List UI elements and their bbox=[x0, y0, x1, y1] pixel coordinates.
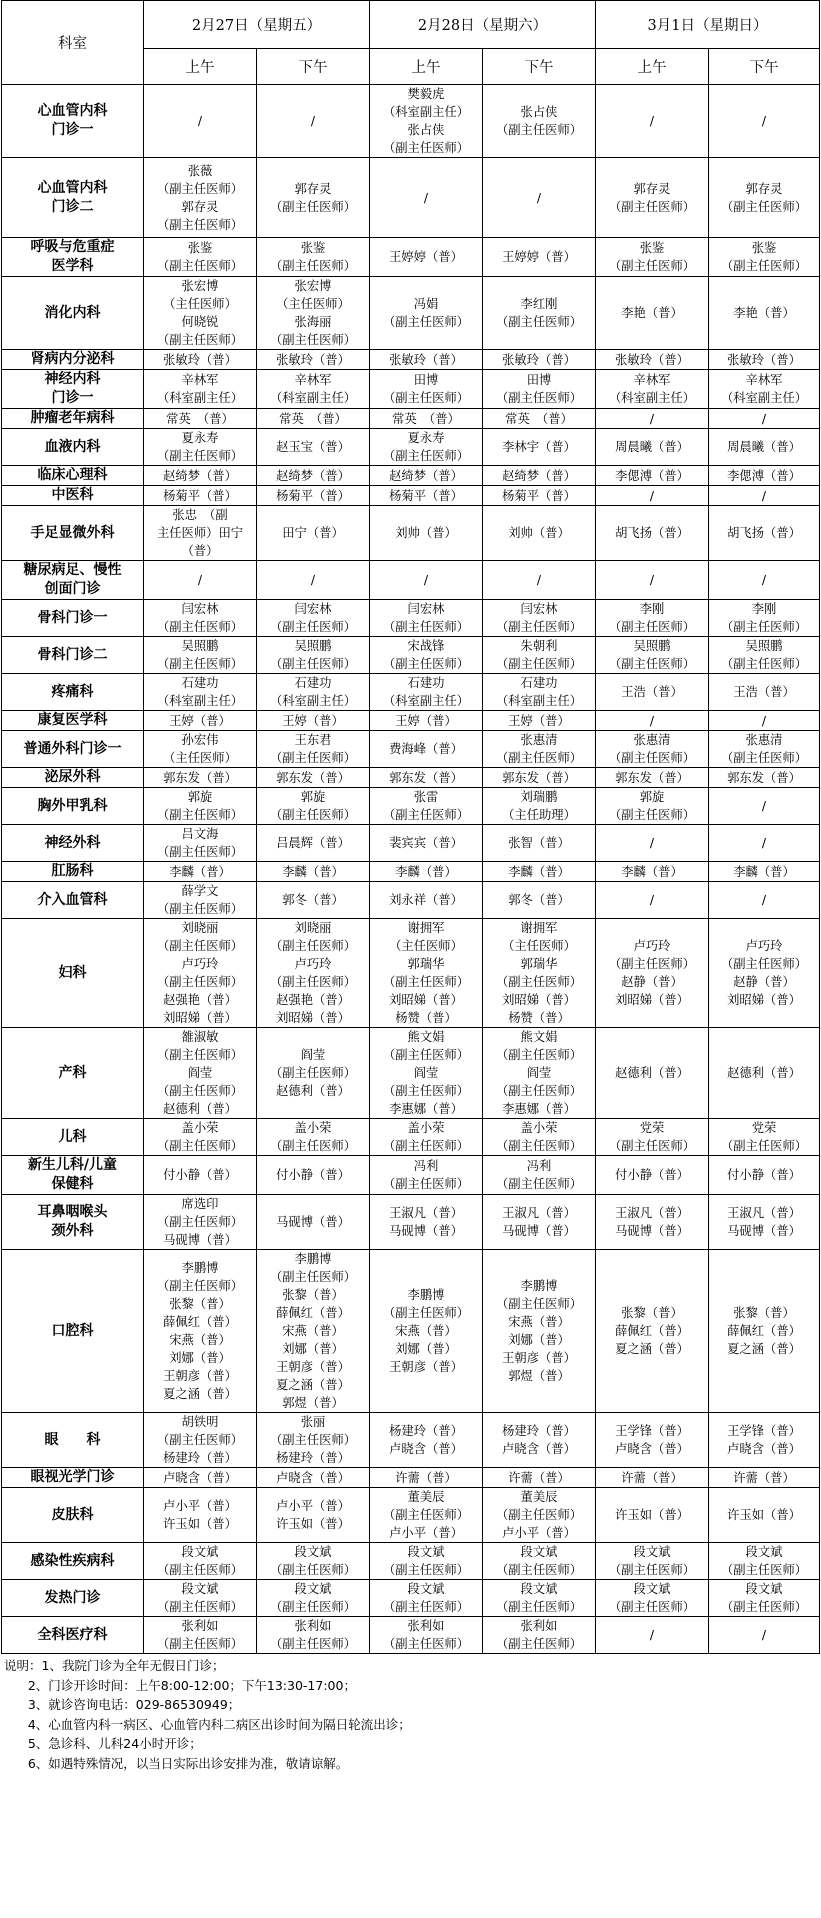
schedule-cell: / bbox=[709, 788, 820, 825]
schedule-cell: 付小静（普） bbox=[709, 1156, 820, 1195]
table-row bbox=[2, 1580, 820, 1617]
schedule-cell: 闫宏林 （副主任医师） bbox=[257, 600, 370, 637]
schedule-cell: 石建功 （科室副主任） bbox=[483, 674, 596, 711]
dept-name: 介入血管科 bbox=[2, 882, 144, 919]
schedule-cell: 孙宏伟 （主任医师） bbox=[144, 731, 257, 768]
schedule-cell: 郭旋 （副主任医师） bbox=[596, 788, 709, 825]
schedule-cell: 郭冬（普） bbox=[483, 882, 596, 919]
table-row bbox=[2, 277, 820, 350]
schedule-cell: 张鉴 （副主任医师） bbox=[257, 238, 370, 277]
table-row bbox=[2, 862, 820, 882]
schedule-cell: 张敏玲（普） bbox=[709, 350, 820, 370]
dept-name: 新生儿科/儿童 保健科 bbox=[2, 1156, 144, 1195]
table-row bbox=[2, 731, 820, 768]
slot-header: 下午 bbox=[257, 49, 370, 85]
schedule-cell: 辛林军 （科室副主任） bbox=[596, 370, 709, 409]
schedule-cell: 石建功 （科室副主任） bbox=[370, 674, 483, 711]
dept-name: 产科 bbox=[2, 1028, 144, 1119]
schedule-cell: 夏永寿 （副主任医师） bbox=[370, 429, 483, 466]
schedule-cell: 辛林军 （科室副主任） bbox=[144, 370, 257, 409]
dept-name: 神经内科 门诊一 bbox=[2, 370, 144, 409]
schedule-cell: 谢拥军 （主任医师） 郭瑞华 （副主任医师） 刘昭娣（普） 杨赞（普） bbox=[483, 919, 596, 1028]
schedule-cell: 赵德利（普） bbox=[709, 1028, 820, 1119]
schedule-cell: 石建功 （科室副主任） bbox=[144, 674, 257, 711]
dept-name: 胸外甲乳科 bbox=[2, 788, 144, 825]
schedule-cell: 杨菊平（普） bbox=[257, 486, 370, 506]
table-row bbox=[2, 788, 820, 825]
note-line: 2、门诊开诊时间：上午8:00-12:00；下午13:30-17:00； bbox=[4, 1677, 356, 1693]
schedule-cell: 卢晓含（普） bbox=[144, 1468, 257, 1488]
schedule-cell: 卢巧玲 （副主任医师） 赵静（普） 刘昭娣（普） bbox=[709, 919, 820, 1028]
dept-name: 消化内科 bbox=[2, 277, 144, 350]
dept-name: 糖尿病足、慢性 创面门诊 bbox=[2, 561, 144, 600]
schedule-cell: 赵绮梦（普） bbox=[144, 466, 257, 486]
schedule-cell: 卢小平（普） 许玉如（普） bbox=[144, 1488, 257, 1543]
table-row bbox=[2, 882, 820, 919]
table-row bbox=[2, 506, 820, 561]
dept-name: 心血管内科 门诊一 bbox=[2, 85, 144, 158]
schedule-cell: 盖小荣 （副主任医师） bbox=[483, 1119, 596, 1156]
schedule-cell: 郭旋 （副主任医师） bbox=[257, 788, 370, 825]
schedule-cell: 段文斌 （副主任医师） bbox=[257, 1543, 370, 1580]
schedule-cell: 段文斌 （副主任医师） bbox=[370, 1543, 483, 1580]
schedule-cell: 王婷婷（普） bbox=[370, 238, 483, 277]
schedule-cell: 段文斌 （副主任医师） bbox=[596, 1543, 709, 1580]
schedule-cell: 赵玉宝（普） bbox=[257, 429, 370, 466]
schedule-cell: 张黎（普） 薛佩红（普） 夏之涵（普） bbox=[709, 1250, 820, 1413]
schedule-cell: 闫宏林 （副主任医师） bbox=[483, 600, 596, 637]
table-row bbox=[2, 768, 820, 788]
schedule-cell: / bbox=[370, 158, 483, 238]
table-row bbox=[2, 1488, 820, 1543]
schedule-cell: 盖小荣 （副主任医师） bbox=[144, 1119, 257, 1156]
schedule-cell: 张智（普） bbox=[483, 825, 596, 862]
schedule-cell: 张敏玲（普） bbox=[257, 350, 370, 370]
table-row bbox=[2, 561, 820, 600]
schedule-cell: 吕晨辉（普） bbox=[257, 825, 370, 862]
note-line: 3、就诊咨询电话：029-86530949； bbox=[4, 1697, 241, 1712]
schedule-cell: 樊毅虎 （科室副主任） 张占侠 （副主任医师） bbox=[370, 85, 483, 158]
table-row bbox=[2, 1250, 820, 1413]
schedule-cell: 郭旋 （副主任医师） bbox=[144, 788, 257, 825]
schedule-cell: 郭东发（普） bbox=[370, 768, 483, 788]
schedule-cell: 常英 （普） bbox=[257, 409, 370, 429]
schedule-cell: 李鹏博 （副主任医师） 宋燕（普） 刘娜（普） 王朝彦（普） 郭煜（普） bbox=[483, 1250, 596, 1413]
dept-name: 肛肠科 bbox=[2, 862, 144, 882]
schedule-cell: / bbox=[596, 711, 709, 731]
schedule-cell: 雒淑敏 （副主任医师） 阎莹 （副主任医师） 赵德利（普） bbox=[144, 1028, 257, 1119]
schedule-cell: 张宏博 （主任医师） 张海丽 （副主任医师） bbox=[257, 277, 370, 350]
dept-name: 骨科门诊一 bbox=[2, 600, 144, 637]
schedule-cell: 熊文娟 （副主任医师） 阎莹 （副主任医师） 李惠娜（普） bbox=[370, 1028, 483, 1119]
schedule-cell: 张丽 （副主任医师） 杨建玲（普） bbox=[257, 1413, 370, 1468]
table-row bbox=[2, 370, 820, 409]
schedule-cell: 刘晓丽 （副主任医师） 卢巧玲 （副主任医师） 赵强艳（普） 刘昭娣（普） bbox=[144, 919, 257, 1028]
table-row bbox=[2, 486, 820, 506]
table-row bbox=[2, 158, 820, 238]
schedule-cell: 辛林军 （科室副主任） bbox=[709, 370, 820, 409]
schedule-cell: 张敏玲（普） bbox=[596, 350, 709, 370]
dept-name: 耳鼻咽喉头 颈外科 bbox=[2, 1195, 144, 1250]
schedule-cell: 张敏玲（普） bbox=[144, 350, 257, 370]
schedule-cell: 李鹏博 （副主任医师） 张黎（普） 薛佩红（普） 宋燕（普） 刘娜（普） 王朝彦（普） 夏之涵（普） bbox=[144, 1250, 257, 1413]
schedule-cell: 杨建玲（普） 卢晓含（普） bbox=[370, 1413, 483, 1468]
schedule-cell: 李艳（普） bbox=[709, 277, 820, 350]
schedule-cell: 谢拥军 （主任医师） 郭瑞华 （副主任医师） 刘昭娣（普） 杨赞（普） bbox=[370, 919, 483, 1028]
schedule-cell: 常英 （普） bbox=[144, 409, 257, 429]
schedule-cell: 田博 （副主任医师） bbox=[483, 370, 596, 409]
dept-name: 口腔科 bbox=[2, 1250, 144, 1413]
dept-name: 普通外科门诊一 bbox=[2, 731, 144, 768]
dept-name: 眼 科 bbox=[2, 1413, 144, 1468]
dept-name: 妇科 bbox=[2, 919, 144, 1028]
schedule-cell: 段文斌 （副主任医师） bbox=[709, 1580, 820, 1617]
notes bbox=[0, 1654, 821, 1773]
schedule-cell: 薛学文 （副主任医师） bbox=[144, 882, 257, 919]
schedule-cell: 刘帅（普） bbox=[483, 506, 596, 561]
schedule-cell: 郭东发（普） bbox=[483, 768, 596, 788]
schedule-cell: 王淑凡（普） 马砚博（普） bbox=[709, 1195, 820, 1250]
schedule-cell: 胡铁明 （副主任医师） 杨建玲（普） bbox=[144, 1413, 257, 1468]
table-row bbox=[2, 1617, 820, 1654]
dept-name: 感染性疾病科 bbox=[2, 1543, 144, 1580]
table-row bbox=[2, 350, 820, 370]
schedule-cell: 杨建玲（普） 卢晓含（普） bbox=[483, 1413, 596, 1468]
schedule-cell: 郭存灵 （副主任医师） bbox=[257, 158, 370, 238]
schedule-cell: 赵德利（普） bbox=[596, 1028, 709, 1119]
schedule-cell: 王浩（普） bbox=[596, 674, 709, 711]
table-row bbox=[2, 1028, 820, 1119]
schedule-cell: 吴照鹏 （副主任医师） bbox=[257, 637, 370, 674]
table-row bbox=[2, 1119, 820, 1156]
schedule-cell: 胡飞扬（普） bbox=[709, 506, 820, 561]
schedule-cell: 杨菊平（普） bbox=[370, 486, 483, 506]
schedule-cell: 王婷（普） bbox=[257, 711, 370, 731]
schedule-cell: 王婷婷（普） bbox=[483, 238, 596, 277]
schedule-cell: 张敏玲（普） bbox=[370, 350, 483, 370]
schedule-cell: 李刚 （副主任医师） bbox=[596, 600, 709, 637]
schedule-cell: 冯利 （副主任医师） bbox=[370, 1156, 483, 1195]
schedule-cell: 费海峰（普） bbox=[370, 731, 483, 768]
dept-name: 中医科 bbox=[2, 486, 144, 506]
schedule-cell: / bbox=[144, 561, 257, 600]
schedule-cell: 党荣 （副主任医师） bbox=[709, 1119, 820, 1156]
schedule-cell: 张惠清 （副主任医师） bbox=[596, 731, 709, 768]
dept-name: 泌尿外科 bbox=[2, 768, 144, 788]
schedule-cell: 段文斌 （副主任医师） bbox=[144, 1543, 257, 1580]
schedule-cell: 席选印 （副主任医师） 马砚博（普） bbox=[144, 1195, 257, 1250]
table-row bbox=[2, 674, 820, 711]
schedule-cell: 李林宇（普） bbox=[483, 429, 596, 466]
schedule-cell: 田博 （副主任医师） bbox=[370, 370, 483, 409]
schedule-cell: 卢巧玲 （副主任医师） 赵静（普） 刘昭娣（普） bbox=[596, 919, 709, 1028]
schedule-cell: / bbox=[596, 85, 709, 158]
schedule-cell: 郭冬（普） bbox=[257, 882, 370, 919]
table-row bbox=[2, 85, 820, 158]
schedule-cell: / bbox=[709, 85, 820, 158]
schedule-cell: 王婷（普） bbox=[370, 711, 483, 731]
schedule-cell: 许薷（普） bbox=[596, 1468, 709, 1488]
schedule-cell: 吕文海 （副主任医师） bbox=[144, 825, 257, 862]
schedule-cell: 郭东发（普） bbox=[709, 768, 820, 788]
schedule-table bbox=[1, 0, 820, 1654]
schedule-cell: 李鹏博 （副主任医师） 张黎（普） 薛佩红（普） 宋燕（普） 刘娜（普） 王朝彦（普） 夏之涵（普） 郭煜（普） bbox=[257, 1250, 370, 1413]
dept-name: 眼视光学门诊 bbox=[2, 1468, 144, 1488]
schedule-cell: 李偲溥（普） bbox=[596, 466, 709, 486]
schedule-cell: 郭存灵 （副主任医师） bbox=[709, 158, 820, 238]
schedule-cell: 周晨曦（普） bbox=[709, 429, 820, 466]
schedule-cell: 刘永祥（普） bbox=[370, 882, 483, 919]
dept-name: 临床心理科 bbox=[2, 466, 144, 486]
schedule-cell: / bbox=[596, 882, 709, 919]
schedule-cell: 闫宏林 （副主任医师） bbox=[144, 600, 257, 637]
schedule-cell: 张鉴 （副主任医师） bbox=[144, 238, 257, 277]
schedule-cell: / bbox=[709, 486, 820, 506]
table-row bbox=[2, 429, 820, 466]
dept-name: 儿科 bbox=[2, 1119, 144, 1156]
schedule-cell: 王婷（普） bbox=[144, 711, 257, 731]
schedule-cell: 张敏玲（普） bbox=[483, 350, 596, 370]
schedule-cell: 常英 （普） bbox=[483, 409, 596, 429]
schedule-cell: 卢晓含（普） bbox=[257, 1468, 370, 1488]
schedule-cell: 赵绮梦（普） bbox=[370, 466, 483, 486]
schedule-cell: 王浩（普） bbox=[709, 674, 820, 711]
schedule-cell: 李麟（普） bbox=[257, 862, 370, 882]
schedule-cell: / bbox=[483, 561, 596, 600]
dept-name: 皮肤科 bbox=[2, 1488, 144, 1543]
schedule-cell: 赵绮梦（普） bbox=[257, 466, 370, 486]
slot-header: 上午 bbox=[370, 49, 483, 85]
schedule-cell: 李麟（普） bbox=[483, 862, 596, 882]
schedule-body bbox=[2, 85, 820, 1654]
dept-name: 神经外科 bbox=[2, 825, 144, 862]
schedule-cell: 刘瑞鹏 （主任助理） bbox=[483, 788, 596, 825]
schedule-cell: 张宏博 （主任医师） 何晓锐 （副主任医师） bbox=[144, 277, 257, 350]
dept-name: 发热门诊 bbox=[2, 1580, 144, 1617]
slot-header: 上午 bbox=[144, 49, 257, 85]
dept-name: 肾病内分泌科 bbox=[2, 350, 144, 370]
schedule-cell: 许薷（普） bbox=[483, 1468, 596, 1488]
table-row bbox=[2, 919, 820, 1028]
schedule-cell: / bbox=[596, 1617, 709, 1654]
schedule-cell: 赵绮梦（普） bbox=[483, 466, 596, 486]
schedule-cell: 裴宾宾（普） bbox=[370, 825, 483, 862]
schedule-cell: 董美辰 （副主任医师） 卢小平（普） bbox=[483, 1488, 596, 1543]
table-row bbox=[2, 466, 820, 486]
schedule-cell: 杨菊平（普） bbox=[144, 486, 257, 506]
schedule-cell: 李刚 （副主任医师） bbox=[709, 600, 820, 637]
schedule-cell: 李麟（普） bbox=[370, 862, 483, 882]
note-line: 4、心血管内科一病区、心血管内科二病区出诊时间为隔日轮流出诊； bbox=[4, 1716, 411, 1732]
schedule-cell: 许薷（普） bbox=[370, 1468, 483, 1488]
schedule-cell: 石建功 （科室副主任） bbox=[257, 674, 370, 711]
schedule-cell: 王淑凡（普） 马砚博（普） bbox=[370, 1195, 483, 1250]
schedule-cell: 张忠 （副 主任医师）田宁 （普） bbox=[144, 506, 257, 561]
slot-header: 上午 bbox=[596, 49, 709, 85]
schedule-cell: 夏永寿 （副主任医师） bbox=[144, 429, 257, 466]
schedule-cell: / bbox=[709, 711, 820, 731]
schedule-cell: 王淑凡（普） 马砚博（普） bbox=[483, 1195, 596, 1250]
table-row bbox=[2, 825, 820, 862]
schedule-cell: 段文斌 （副主任医师） bbox=[596, 1580, 709, 1617]
schedule-cell: 李艳（普） bbox=[596, 277, 709, 350]
slot-header: 下午 bbox=[709, 49, 820, 85]
schedule-cell: 胡飞扬（普） bbox=[596, 506, 709, 561]
schedule-cell: 张雷 （副主任医师） bbox=[370, 788, 483, 825]
schedule-cell: 李麟（普） bbox=[596, 862, 709, 882]
schedule-cell: 常英 （普） bbox=[370, 409, 483, 429]
schedule-cell: 郭东发（普） bbox=[144, 768, 257, 788]
schedule-cell: 张利如 （副主任医师） bbox=[370, 1617, 483, 1654]
date-header: 3月1日（星期日） bbox=[596, 1, 820, 49]
schedule-cell: / bbox=[709, 561, 820, 600]
schedule-cell: / bbox=[709, 825, 820, 862]
schedule-cell: 许玉如（普） bbox=[596, 1488, 709, 1543]
schedule-cell: / bbox=[257, 561, 370, 600]
schedule-cell: 董美辰 （副主任医师） 卢小平（普） bbox=[370, 1488, 483, 1543]
dept-name: 肿瘤老年病科 bbox=[2, 409, 144, 429]
schedule-cell: / bbox=[370, 561, 483, 600]
schedule-cell: 段文斌 （副主任医师） bbox=[709, 1543, 820, 1580]
schedule-cell: / bbox=[709, 882, 820, 919]
dept-name: 全科医疗科 bbox=[2, 1617, 144, 1654]
table-row bbox=[2, 711, 820, 731]
schedule-cell: 李红刚 （副主任医师） bbox=[483, 277, 596, 350]
schedule-cell: 朱朝利 （副主任医师） bbox=[483, 637, 596, 674]
table-row bbox=[2, 1195, 820, 1250]
schedule-cell: / bbox=[257, 85, 370, 158]
slot-header: 下午 bbox=[483, 49, 596, 85]
schedule-cell: 王学锋（普） 卢晓含（普） bbox=[709, 1413, 820, 1468]
schedule-cell: 刘晓丽 （副主任医师） 卢巧玲 （副主任医师） 赵强艳（普） 刘昭娣（普） bbox=[257, 919, 370, 1028]
schedule-cell: 张黎（普） 薛佩红（普） 夏之涵（普） bbox=[596, 1250, 709, 1413]
schedule-cell: 郭东发（普） bbox=[257, 768, 370, 788]
schedule-cell: 张利如 （副主任医师） bbox=[144, 1617, 257, 1654]
schedule-cell: 付小静（普） bbox=[596, 1156, 709, 1195]
dept-name: 呼吸与危重症 医学科 bbox=[2, 238, 144, 277]
schedule-cell: 吴照鹏 （副主任医师） bbox=[709, 637, 820, 674]
schedule-cell: 张鉴 （副主任医师） bbox=[709, 238, 820, 277]
schedule-cell: 付小静（普） bbox=[257, 1156, 370, 1195]
schedule-cell: / bbox=[709, 409, 820, 429]
schedule-cell: 张利如 （副主任医师） bbox=[483, 1617, 596, 1654]
schedule-cell: / bbox=[483, 158, 596, 238]
table-row bbox=[2, 238, 820, 277]
schedule-cell: 马砚博（普） bbox=[257, 1195, 370, 1250]
schedule-cell: / bbox=[596, 409, 709, 429]
dept-name: 骨科门诊二 bbox=[2, 637, 144, 674]
schedule-cell: 段文斌 （副主任医师） bbox=[144, 1580, 257, 1617]
dept-name: 血液内科 bbox=[2, 429, 144, 466]
table-row bbox=[2, 1543, 820, 1580]
schedule-cell: 李鹏博 （副主任医师） 宋燕（普） 刘娜（普） 王朝彦（普） bbox=[370, 1250, 483, 1413]
schedule-cell: 周晨曦（普） bbox=[596, 429, 709, 466]
schedule-cell: 党荣 （副主任医师） bbox=[596, 1119, 709, 1156]
schedule-cell: 付小静（普） bbox=[144, 1156, 257, 1195]
schedule-cell: 吴照鹏 （副主任医师） bbox=[596, 637, 709, 674]
table-row bbox=[2, 409, 820, 429]
table-row bbox=[2, 1413, 820, 1468]
schedule-cell: 段文斌 （副主任医师） bbox=[370, 1580, 483, 1617]
schedule-cell: 冯利 （副主任医师） bbox=[483, 1156, 596, 1195]
schedule-cell: 张惠清 （副主任医师） bbox=[709, 731, 820, 768]
schedule-cell: 刘帅（普） bbox=[370, 506, 483, 561]
schedule-cell: 盖小荣 （副主任医师） bbox=[370, 1119, 483, 1156]
schedule-cell: 张薇 （副主任医师） 郭存灵 （副主任医师） bbox=[144, 158, 257, 238]
note-line: 6、如遇特殊情况，以当日实际出诊安排为准，敬请谅解。 bbox=[4, 1755, 349, 1771]
schedule-cell: 杨菊平（普） bbox=[483, 486, 596, 506]
schedule-cell: 郭东发（普） bbox=[596, 768, 709, 788]
table-row bbox=[2, 1156, 820, 1195]
table-row bbox=[2, 1468, 820, 1488]
schedule-cell: 王淑凡（普） 马砚博（普） bbox=[596, 1195, 709, 1250]
dept-name: 康复医学科 bbox=[2, 711, 144, 731]
schedule-cell: / bbox=[596, 486, 709, 506]
schedule-cell: 许玉如（普） bbox=[709, 1488, 820, 1543]
schedule-cell: 张鉴 （副主任医师） bbox=[596, 238, 709, 277]
dept-name: 手足显微外科 bbox=[2, 506, 144, 561]
dept-name: 心血管内科 门诊二 bbox=[2, 158, 144, 238]
schedule-cell: 王学锋（普） 卢晓含（普） bbox=[596, 1413, 709, 1468]
schedule-cell: 郭存灵 （副主任医师） bbox=[596, 158, 709, 238]
schedule-cell: / bbox=[709, 1617, 820, 1654]
note-line: 说明：1、我院门诊为全年无假日门诊； bbox=[4, 1658, 225, 1673]
table-row bbox=[2, 600, 820, 637]
schedule-cell: 吴照鹏 （副主任医师） bbox=[144, 637, 257, 674]
schedule-cell: 辛林军 （科室副主任） bbox=[257, 370, 370, 409]
dept-column-header: 科室 bbox=[2, 1, 144, 85]
schedule-cell: 李麟（普） bbox=[709, 862, 820, 882]
schedule-cell: 王婷（普） bbox=[483, 711, 596, 731]
schedule-cell: 张利如 （副主任医师） bbox=[257, 1617, 370, 1654]
schedule-cell: 卢小平（普） 许玉如（普） bbox=[257, 1488, 370, 1543]
schedule-cell: 冯娟 （副主任医师） bbox=[370, 277, 483, 350]
schedule-cell: 段文斌 （副主任医师） bbox=[257, 1580, 370, 1617]
schedule-cell: 段文斌 （副主任医师） bbox=[483, 1543, 596, 1580]
schedule-cell: 许薷（普） bbox=[709, 1468, 820, 1488]
schedule-cell: 李麟（普） bbox=[144, 862, 257, 882]
note-line: 5、急诊科、儿科24小时开诊； bbox=[4, 1736, 202, 1751]
date-header: 2月28日（星期六） bbox=[370, 1, 596, 49]
schedule-cell: 段文斌 （副主任医师） bbox=[483, 1580, 596, 1617]
schedule-cell: 田宁（普） bbox=[257, 506, 370, 561]
schedule-cell: 盖小荣 （副主任医师） bbox=[257, 1119, 370, 1156]
date-header: 2月27日（星期五） bbox=[144, 1, 370, 49]
schedule-cell: / bbox=[144, 85, 257, 158]
schedule-cell: 张惠清 （副主任医师） bbox=[483, 731, 596, 768]
schedule-cell: 王东君 （副主任医师） bbox=[257, 731, 370, 768]
schedule-cell: 闫宏林 （副主任医师） bbox=[370, 600, 483, 637]
dept-name: 疼痛科 bbox=[2, 674, 144, 711]
schedule-cell: / bbox=[596, 825, 709, 862]
schedule-cell: / bbox=[596, 561, 709, 600]
schedule-cell: 阎莹 （副主任医师） 赵德利（普） bbox=[257, 1028, 370, 1119]
schedule-cell: 宋战锋 （副主任医师） bbox=[370, 637, 483, 674]
schedule-cell: 熊文娟 （副主任医师） 阎莹 （副主任医师） 李惠娜（普） bbox=[483, 1028, 596, 1119]
schedule-cell: 李偲溥（普） bbox=[709, 466, 820, 486]
table-row bbox=[2, 637, 820, 674]
schedule-cell: 张占侠 （副主任医师） bbox=[483, 85, 596, 158]
